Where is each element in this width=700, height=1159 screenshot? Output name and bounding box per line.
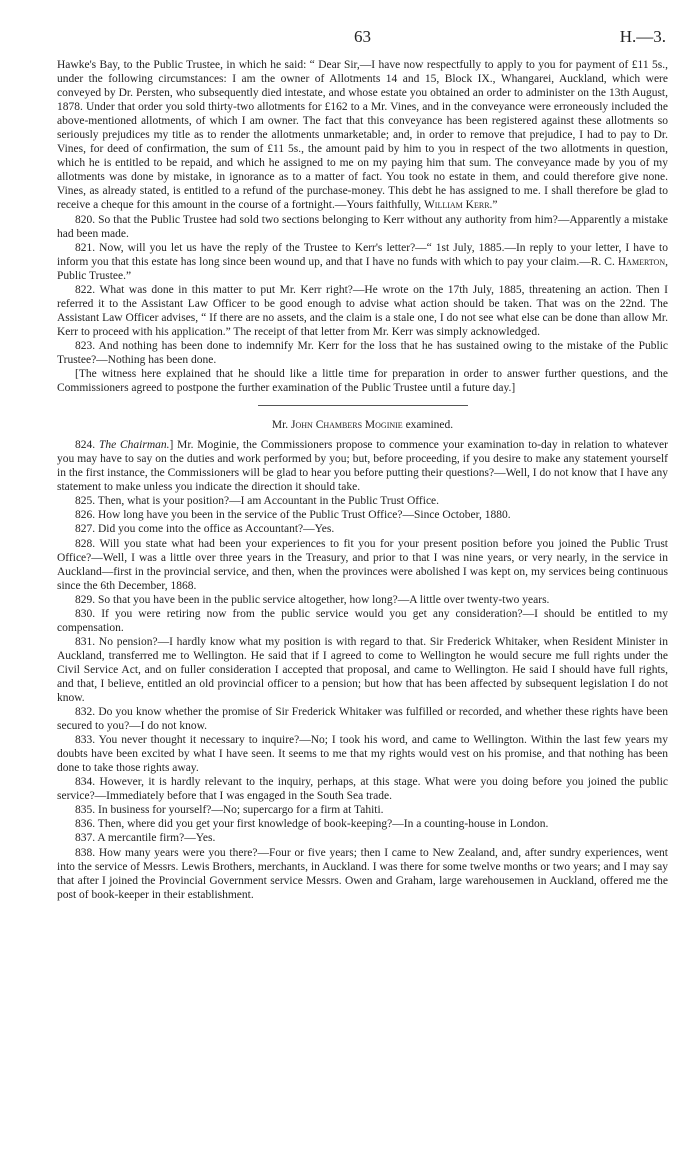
question-837: 837. A mercantile firm?—Yes. — [75, 832, 216, 845]
question-820: 820. So that the Public Trustee had sold two sections belonging to Kerr without any authority from him?—Apparently a mistake had been made. — [57, 213, 668, 240]
question-831: 831. No pension?—I hardly know what my position is with regard to that. Sir Frederick Whitaker, when Resident Minister in Auckland, transferred me to Wellington. He said that if I agreed to come to Wellington he would secure me full rights under the Civil Service Act, and on fuller consideration I accepted that proposal, and came to Wellington. He said I should have full rights, and that, I believe, entitled an old provincial officer to a pension; but how that has been affected by subsequent legislation I do not know. — [57, 635, 668, 705]
question-836: 836. Then, where did you get your first knowledge of book-keeping?—In a counting-house in London. — [75, 818, 549, 831]
signature-name: Hamerton — [617, 255, 666, 268]
question-834: 834. However, it is hardly relevant to the inquiry, perhaps, at this stage. What were you doing before you joined the public service?—Immediately before that I was engaged in the South Sea trade. — [57, 776, 668, 803]
speaker-label: The Chairman. — [98, 439, 170, 452]
text-segment: , Public Trustee.” — [57, 255, 668, 282]
question-825: 825. Then, what is your position?—I am Accountant in the Public Trust Office. — [75, 495, 440, 508]
question-832: 832. Do you know whether the promise of Sir Frederick Whitaker was fulfilled or recorded, and whether these rights have been secured to you?—I do not know. — [57, 706, 668, 733]
question-821 — [57, 241, 668, 283]
text-segment: .” — [489, 199, 498, 212]
text-segment: ] Mr. Moginie, the Commissioners propose to commence your examination to-day in relation to whatever you may have to say on the duties and work performed by you; but, before proceeding, if you desire to make any statement yourself in the first instance, the Commissioners will be glad to hear you before putting their questions?—Well, I do not know that I have any statement to make unless you indicate the direction it should take. — [57, 439, 668, 494]
document-code: H.—3. — [619, 27, 666, 46]
question-833: 833. You never thought it necessary to inquire?—No; I took his word, and came to Wellington. Within the last few years my doubts have been excited by what I have seen. It seems to me that my rights would vest on his promise, and that nothing has been done to take those rights away. — [57, 734, 668, 775]
bracketed-note: [The witness here explained that he should like a little time for preparation in order to answer further questions, and the Commissioners agreed to postpone the further examination of the Public Trustee until a future day.] — [57, 368, 668, 395]
question-835: 835. In business for yourself?—No; supercargo for a firm at Tahiti. — [75, 804, 384, 817]
text-segment: Hawke's Bay, to the Public Trustee, in which he said: “ Dear Sir,—I have now respectfully to apply to you for payment of £11 5s., under the following circumstances: I am the owner of Allotments 14 and 15, Block IX., Whangarei, Auckland, which were conveyed by Dr. Persten, who subsequently died intestate, and whose estate you obtained an order to administer on the 13th August, 1878. Under that order you sold thirty-two allotments for £162 to a Mr. Vines, and in the conveyance were erroneously included the above-mentioned allotments, of which I am owner. The fact that this conveyance has been registered against these allotments so seriously prejudices my title as to render the allotments unmarketable; and, in order to remove that prejudice, I had to pay to Dr. Vines, for deed of confirmation, the sum of £11 5s., the amount paid by him to you in respect of the two allotments in question, which he is entitled to be repaid, and which he assigned to me on my paying him that sum. The conveyance made by you of my allotments was done by mistake, in ignorance as to a matter of fact. You took no estate in them, and could therefore give none. Vines, as already stated, is entitled to a refund of the purchase-money. This debt he has assigned to me. I shall therefore be glad to receive a cheque for this amount in the course of a fortnight.—Yours faithfully, — [57, 59, 668, 212]
paragraph-kerr-letter — [57, 58, 668, 213]
text-segment: Mr. — [271, 419, 292, 432]
question-number: 824. — [75, 439, 99, 452]
question-830: 830. If you were retiring now from the public service would you get any consideration?—I should be entitled to my compensation. — [57, 607, 668, 634]
question-828: 828. Will you state what had been your experiences to fit you for your present position before you joined the Public Trust Office?—Well, I was a little over three years in the Treasury, and prior to that I was nine years, or very nearly, in the service in Auckland—first in the provincial service, and then, when the provinces were abolished I was kept on, my services being continuous since the 6th December, 1868. — [57, 537, 668, 592]
page-header — [57, 27, 668, 58]
text-segment: examined. — [402, 419, 454, 432]
question-829: 829. So that you have been in the public service altogether, how long?—A little over twenty-two years. — [75, 593, 550, 606]
text-segment: 821. Now, will you let us have the reply of the Trustee to Kerr's letter?—“ 1st July, 1885.—In reply to your letter, I have to inform you that this estate has long since been wound up, and that I have no funds with which to pay your claim.—R. C. — [57, 241, 668, 268]
section-divider — [258, 405, 468, 406]
witness-name: John Chambers Moginie — [291, 419, 403, 432]
page-number: 63 — [354, 27, 371, 46]
question-838: 838. How many years were you there?—Four or five years; then I came to New Zealand, and, after sundry experiences, went into the service of Messrs. Lewis Brothers, merchants, in Auckland. I was there for some twelve months or two years; and I may say that after I joined the Provincial Government service Messrs. Owen and Graham, large warehousemen in Auckland, offered me the post of book-keeper in their establishment. — [57, 846, 668, 901]
question-822: 822. What was done in this matter to put Mr. Kerr right?—He wrote on the 17th July, 1885, threatening an action. Then I referred it to the Assistant Law Officer to be good enough to advise what action should be taken. That was on the 22nd. The Assistant Law Officer advises, “ If there are no assets, and the claim is a stale one, I do not see what else can be done than allow Mr. Kerr to proceed with his application.” The receipt of that letter from Mr. Kerr was simply acknowledged. — [57, 283, 668, 338]
document-page — [57, 27, 668, 902]
signature-name: William Kerr — [423, 199, 490, 212]
question-826: 826. How long have you been in the service of the Public Trust Office?—Since October, 1880. — [75, 509, 511, 522]
witness-heading — [57, 418, 668, 432]
question-823: 823. And nothing has been done to indemnify Mr. Kerr for the loss that he has sustained owing to the mistake of the Public Trustee?—Nothing has been done. — [57, 339, 668, 366]
question-827: 827. Did you come into the office as Accountant?—Yes. — [75, 523, 335, 536]
question-824 — [57, 438, 668, 494]
